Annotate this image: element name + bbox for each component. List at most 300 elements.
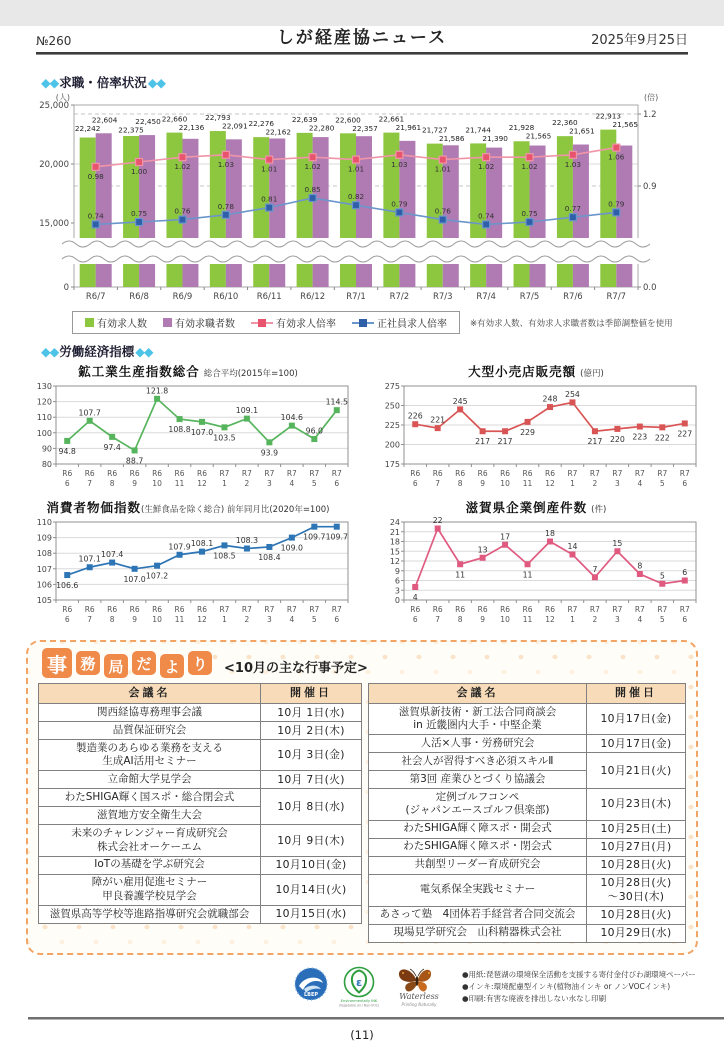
svg-text:3: 3 <box>614 479 620 488</box>
svg-text:107.7: 107.7 <box>78 408 101 418</box>
svg-text:6: 6 <box>682 568 688 577</box>
waterless-printing-butterfly-icon <box>386 965 452 1009</box>
meeting-name-cell: 共創型リーダー育成研究会 <box>368 856 586 874</box>
svg-text:18: 18 <box>389 537 400 547</box>
svg-text:(人): (人) <box>55 93 70 102</box>
svg-text:R7: R7 <box>264 469 275 478</box>
svg-text:3: 3 <box>394 586 400 596</box>
svg-text:R6/10: R6/10 <box>213 292 239 302</box>
svg-text:6: 6 <box>334 479 340 488</box>
svg-text:0.0: 0.0 <box>643 283 657 293</box>
svg-text:109.0: 109.0 <box>280 543 304 553</box>
svg-text:R6: R6 <box>432 605 443 614</box>
svg-text:229: 229 <box>520 427 535 437</box>
svg-text:11: 11 <box>522 479 533 488</box>
svg-text:6: 6 <box>64 479 70 488</box>
svg-text:80: 80 <box>41 460 52 469</box>
svg-text:R6: R6 <box>500 469 511 478</box>
svg-text:0.9: 0.9 <box>643 182 657 192</box>
event-date-cell: 10月25日(土) <box>586 820 685 838</box>
svg-text:8: 8 <box>457 479 463 488</box>
chart-cpi <box>18 498 358 632</box>
svg-text:217: 217 <box>475 437 491 447</box>
svg-text:2: 2 <box>592 615 598 624</box>
svg-text:0.81: 0.81 <box>261 194 278 204</box>
svg-text:9: 9 <box>132 479 138 488</box>
svg-text:R6: R6 <box>174 469 185 478</box>
eco-line: ●インキ:環境配慮型インキ(植物油インキ or ノンVOCインキ) <box>462 982 671 991</box>
svg-text:107.0: 107.0 <box>190 427 214 437</box>
svg-text:8: 8 <box>109 615 115 624</box>
meeting-name-cell: わたSHIGA輝く障スポ・閉会式 <box>368 838 586 856</box>
newsletter-page <box>0 26 724 1050</box>
svg-text:1.00: 1.00 <box>130 167 148 176</box>
event-date-cell: 10月27日(月) <box>586 838 685 856</box>
cpi-svg <box>20 516 356 628</box>
event-date-cell: 10月21日(火) <box>586 753 685 789</box>
jimukyoku-title-char: 局 <box>104 654 128 678</box>
svg-text:106.6: 106.6 <box>56 581 79 591</box>
page-number: (11) <box>350 1027 374 1042</box>
svg-text:110: 110 <box>36 413 52 423</box>
events-table-left <box>38 683 362 924</box>
svg-text:R6/12: R6/12 <box>300 292 326 302</box>
svg-text:R6: R6 <box>197 469 207 478</box>
svg-text:11: 11 <box>522 615 533 624</box>
industrial-production-svg <box>20 380 356 492</box>
svg-text:R7/2: R7/2 <box>389 292 410 302</box>
svg-text:R7: R7 <box>331 605 342 614</box>
svg-text:R7: R7 <box>567 469 578 478</box>
meeting-name-cell: 製造業のあらゆる業務を支える 生成AI活用セミナー <box>39 740 261 771</box>
svg-text:10: 10 <box>152 615 162 624</box>
svg-text:20,000: 20,000 <box>39 160 69 170</box>
svg-text:107: 107 <box>36 564 52 574</box>
jobs-ratio-chart-svg <box>28 93 688 307</box>
svg-text:11: 11 <box>174 479 185 488</box>
svg-text:0.79: 0.79 <box>391 199 408 209</box>
svg-text:1.03: 1.03 <box>391 159 408 169</box>
svg-text:R6/8: R6/8 <box>129 292 149 302</box>
svg-text:R7: R7 <box>219 469 230 478</box>
event-row <box>368 874 685 906</box>
diamond-icon: ◆◆ <box>41 344 59 359</box>
svg-text:R6: R6 <box>545 469 555 478</box>
legend-label: 有効求人倍率 <box>276 319 336 330</box>
svg-text:275: 275 <box>384 382 400 391</box>
svg-text:R7/5: R7/5 <box>519 292 540 302</box>
meeting-name-cell: 品質保証研究会 <box>39 722 261 740</box>
events-table-right <box>368 683 686 943</box>
svg-text:12: 12 <box>197 615 207 624</box>
svg-text:15: 15 <box>389 547 400 557</box>
svg-text:21,928: 21,928 <box>508 123 535 133</box>
legend-swatch-icon <box>163 318 172 327</box>
chart-title-text: 鉱工業生産指数総合 <box>78 364 200 379</box>
legend-label: 有効求職者数 <box>175 319 235 330</box>
svg-text:121.8: 121.8 <box>145 386 169 396</box>
jimukyoku-subtitle: <10月の主な行事予定> <box>224 661 368 676</box>
svg-text:(倍): (倍) <box>644 93 659 102</box>
meeting-name-cell: 人活×人事・労務研究会 <box>368 735 586 753</box>
svg-text:22,600: 22,600 <box>335 115 361 125</box>
svg-text:1.01: 1.01 <box>434 164 451 174</box>
retail-sales-svg <box>368 380 704 492</box>
svg-text:9: 9 <box>480 615 486 624</box>
svg-text:7: 7 <box>435 615 441 624</box>
meeting-name-cell: 滋賀県高等学校等進路指導研究会就職部会 <box>39 905 261 923</box>
event-date-cell: 10月 1日(水) <box>261 704 362 722</box>
meeting-name-cell: 立命館大学見学会 <box>39 771 261 789</box>
svg-text:107.0: 107.0 <box>123 574 146 584</box>
svg-text:24: 24 <box>389 518 400 527</box>
svg-text:22,136: 22,136 <box>178 123 205 133</box>
svg-text:8: 8 <box>457 615 463 624</box>
svg-text:130: 130 <box>36 382 52 391</box>
section-title-labor <box>40 342 724 360</box>
svg-text:1.2: 1.2 <box>643 110 657 120</box>
svg-text:R7: R7 <box>567 605 578 614</box>
event-date-cell: 10月 8日(水) <box>261 789 362 825</box>
svg-text:107.4: 107.4 <box>100 550 124 560</box>
svg-text:108.4: 108.4 <box>258 552 281 562</box>
svg-text:21,565: 21,565 <box>525 131 552 141</box>
svg-text:220: 220 <box>609 434 625 444</box>
svg-text:254: 254 <box>565 389 580 399</box>
svg-text:93.9: 93.9 <box>260 448 279 458</box>
svg-text:R7: R7 <box>634 469 645 478</box>
chart-title <box>366 498 706 516</box>
svg-text:0.79: 0.79 <box>608 199 625 209</box>
event-date-cell: 10月28日(火) <box>586 856 685 874</box>
svg-text:110: 110 <box>36 518 52 527</box>
svg-text:R7: R7 <box>657 605 668 614</box>
svg-text:R6: R6 <box>522 469 533 478</box>
svg-text:6: 6 <box>64 615 70 624</box>
svg-text:0.82: 0.82 <box>347 192 365 202</box>
meeting-name-cell: 定例ゴルフコンペ (ジャパンエースゴルフ倶楽部) <box>368 789 586 820</box>
jimukyoku-title-char: 事 <box>42 648 72 678</box>
svg-text:22,661: 22,661 <box>378 114 405 124</box>
svg-text:R7/1: R7/1 <box>346 292 366 302</box>
chart-title-text: 大型小売店販売額 <box>468 364 577 379</box>
event-row <box>368 820 685 838</box>
svg-text:12: 12 <box>545 615 555 624</box>
svg-text:1.03: 1.03 <box>564 159 582 169</box>
chart-title <box>18 498 358 516</box>
meeting-name-cell: わたSHIGA輝く障スポ・開会式 <box>368 820 586 838</box>
svg-text:R6: R6 <box>455 605 466 614</box>
bottom-rule <box>28 1017 724 1020</box>
svg-text:1.03: 1.03 <box>217 159 234 169</box>
jimukyoku-title-char: り <box>188 651 212 675</box>
svg-text:R6: R6 <box>84 605 95 614</box>
event-row <box>39 825 362 856</box>
svg-text:R7: R7 <box>241 605 252 614</box>
event-date-cell: 10月 2日(木) <box>261 722 362 740</box>
event-date-cell: 10月14日(火) <box>261 874 362 905</box>
svg-text:R7: R7 <box>241 469 252 478</box>
event-row <box>368 924 685 942</box>
svg-text:107.9: 107.9 <box>168 542 191 552</box>
event-row <box>368 789 685 820</box>
svg-text:0.78: 0.78 <box>217 201 234 211</box>
svg-text:22: 22 <box>432 516 443 525</box>
event-row <box>368 906 685 924</box>
svg-text:R6: R6 <box>129 605 140 614</box>
svg-text:R7: R7 <box>219 605 230 614</box>
jimukyoku-title-char: 務 <box>76 651 100 675</box>
svg-text:Environmentally INK: Environmentally INK <box>340 998 378 1003</box>
svg-text:227: 227 <box>677 429 693 439</box>
svg-text:R7: R7 <box>264 605 275 614</box>
eco-statement <box>462 969 718 1004</box>
chart-title-text: 消費者物価指数 <box>46 500 142 515</box>
svg-text:96.0: 96.0 <box>305 426 323 436</box>
svg-text:6: 6 <box>334 615 340 624</box>
svg-text:114.5: 114.5 <box>325 397 348 407</box>
svg-text:9: 9 <box>394 566 400 576</box>
svg-text:R6: R6 <box>84 469 95 478</box>
svg-text:1: 1 <box>222 615 227 624</box>
svg-text:109: 109 <box>36 533 52 543</box>
svg-text:R7: R7 <box>331 469 342 478</box>
svg-text:R7/7: R7/7 <box>606 292 627 302</box>
section-labor-label: 労働経済指標 <box>59 344 135 359</box>
svg-text:22,375: 22,375 <box>118 125 144 135</box>
svg-text:109.1: 109.1 <box>235 406 259 416</box>
svg-text:5: 5 <box>659 571 665 581</box>
svg-text:R6: R6 <box>455 469 466 478</box>
issue-date: 2025年9月25日 <box>591 33 688 48</box>
svg-text:R6: R6 <box>107 605 118 614</box>
chart-subtitle: 総合平均(2015年=100) <box>203 369 298 379</box>
svg-text:22,276: 22,276 <box>248 119 275 129</box>
svg-text:8: 8 <box>109 479 115 488</box>
eco-line: ●印刷:有害な廃液を排出しない水なし印刷 <box>462 993 607 1003</box>
chart-note: ※有効求人数、有効求人求職者数は季節調整値を使用 <box>470 318 673 329</box>
svg-text:245: 245 <box>452 396 468 406</box>
svg-text:4: 4 <box>637 479 643 488</box>
svg-text:0.75: 0.75 <box>130 209 148 218</box>
jobs-ratio-chart <box>28 93 696 311</box>
svg-text:21: 21 <box>389 527 400 537</box>
svg-text:21,744: 21,744 <box>465 125 491 135</box>
svg-text:100: 100 <box>36 428 52 438</box>
svg-text:7: 7 <box>592 564 598 574</box>
column-header-date: 開催日 <box>586 684 685 704</box>
svg-text:1: 1 <box>570 615 575 624</box>
svg-text:R7: R7 <box>679 605 690 614</box>
svg-text:21,586: 21,586 <box>438 134 465 144</box>
svg-text:R6/11: R6/11 <box>256 292 282 302</box>
diamond-icon: ◆◆ <box>135 344 153 359</box>
table-header-row <box>368 684 685 704</box>
svg-text:22,913: 22,913 <box>595 111 622 121</box>
event-date-cell: 10月 3日(金) <box>261 740 362 771</box>
meeting-name-cell: 社会人が習得すべき必須スキルⅡ <box>368 753 586 771</box>
eco-line: ●用紙:琵琶湖の環境保全活動を支援する寄付金付びわ湖環境ペーパー <box>462 970 696 980</box>
chart-subtitle: (生鮮食品を除く総合) 前年同月比(2020年=100) <box>141 505 330 515</box>
svg-text:3: 3 <box>266 615 272 624</box>
meeting-name-cell: あさって塾 4団体若手経営者合同交流会 <box>368 906 586 924</box>
svg-text:4: 4 <box>289 479 295 488</box>
legend-item <box>85 315 147 330</box>
jimukyoku-title-char: だ <box>132 651 156 675</box>
svg-text:109.7: 109.7 <box>325 532 348 542</box>
svg-text:LBEP: LBEP <box>303 991 319 998</box>
event-row <box>39 740 362 771</box>
svg-text:11: 11 <box>174 615 185 624</box>
svg-text:120: 120 <box>36 397 52 407</box>
chart-industrial-production <box>18 362 358 496</box>
svg-text:8: 8 <box>637 561 643 571</box>
svg-text:11: 11 <box>522 570 533 580</box>
svg-text:5: 5 <box>659 479 665 488</box>
svg-text:Waterless: Waterless <box>399 991 439 1001</box>
svg-text:175: 175 <box>384 460 400 469</box>
svg-text:5: 5 <box>659 615 665 624</box>
chart-title <box>18 362 358 380</box>
svg-text:R6: R6 <box>477 605 488 614</box>
column-header-date: 開催日 <box>261 684 362 704</box>
svg-text:108.5: 108.5 <box>213 551 236 561</box>
svg-text:22,660: 22,660 <box>161 114 188 124</box>
svg-text:R6: R6 <box>545 605 555 614</box>
svg-text:R7: R7 <box>589 469 600 478</box>
svg-text:ε: ε <box>355 975 363 989</box>
lbep-logo-icon <box>290 965 332 1009</box>
svg-text:R6: R6 <box>152 605 163 614</box>
svg-text:R7: R7 <box>309 605 320 614</box>
chart-bankruptcies <box>366 498 706 632</box>
column-header-meeting: 会議名 <box>368 684 586 704</box>
svg-text:R7/3: R7/3 <box>432 292 453 302</box>
event-date-cell: 10月28日(火) ～30日(木) <box>586 874 685 906</box>
event-row <box>368 856 685 874</box>
table-header-row <box>39 684 362 704</box>
legend-label: 有効求人数 <box>97 319 147 330</box>
meeting-name-cell: 障がい雇用促進セミナー 甲良養護学校見学会 <box>39 874 261 905</box>
svg-text:1.06: 1.06 <box>608 152 625 162</box>
meeting-name-cell: 滋賀地方安全衛生大会 <box>39 807 261 825</box>
svg-text:94.8: 94.8 <box>58 446 76 456</box>
svg-text:2: 2 <box>592 479 598 488</box>
meeting-name-cell: 滋賀県新技術・新工法合同商談会 in 近畿圏内大手・中堅企業 <box>368 704 586 735</box>
event-row <box>39 874 362 905</box>
legend-item <box>352 315 447 330</box>
svg-text:107.2: 107.2 <box>145 571 169 581</box>
svg-text:217: 217 <box>587 437 603 447</box>
svg-text:15,000: 15,000 <box>39 219 69 229</box>
chart-subtitle: (億円) <box>580 369 604 379</box>
svg-text:6: 6 <box>412 615 418 624</box>
legend-label: 正社員求人倍率 <box>377 319 447 330</box>
svg-text:105: 105 <box>36 596 52 605</box>
svg-text:R6: R6 <box>410 605 421 614</box>
svg-text:10: 10 <box>500 615 510 624</box>
svg-text:R7: R7 <box>309 469 320 478</box>
svg-text:3: 3 <box>266 479 272 488</box>
svg-text:R6: R6 <box>410 469 421 478</box>
svg-text:R7: R7 <box>286 605 297 614</box>
legend-line-swatch-icon <box>352 318 374 327</box>
svg-text:1.01: 1.01 <box>347 164 365 174</box>
svg-text:R6: R6 <box>129 469 140 478</box>
svg-text:R6: R6 <box>62 605 73 614</box>
svg-text:R7: R7 <box>679 469 690 478</box>
svg-text:0.74: 0.74 <box>87 211 104 221</box>
svg-text:250: 250 <box>384 401 400 411</box>
svg-text:22,604: 22,604 <box>91 115 118 125</box>
svg-text:R7: R7 <box>657 469 668 478</box>
event-row <box>39 704 362 722</box>
event-row <box>39 771 362 789</box>
svg-text:108.8: 108.8 <box>168 425 191 435</box>
svg-text:226: 226 <box>407 411 423 421</box>
svg-text:88.7: 88.7 <box>125 456 144 466</box>
event-row <box>368 735 685 753</box>
svg-text:(Vegetable oil / Non-VOC): (Vegetable oil / Non-VOC) <box>338 1003 380 1008</box>
svg-text:97.4: 97.4 <box>103 442 121 452</box>
svg-text:1.02: 1.02 <box>521 162 538 172</box>
svg-text:108.1: 108.1 <box>190 539 214 549</box>
svg-text:R6: R6 <box>522 605 533 614</box>
svg-text:0: 0 <box>394 596 400 605</box>
event-date-cell: 10月10日(金) <box>261 856 362 874</box>
svg-text:1.02: 1.02 <box>174 162 191 172</box>
svg-text:21,651: 21,651 <box>569 126 595 136</box>
svg-text:R6: R6 <box>174 605 185 614</box>
svg-text:22,450: 22,450 <box>135 117 161 127</box>
jimukyoku-title-char: よ <box>160 654 184 678</box>
svg-text:0.74: 0.74 <box>478 211 495 221</box>
svg-text:4: 4 <box>412 593 418 602</box>
svg-text:R6: R6 <box>197 605 207 614</box>
svg-text:222: 222 <box>654 433 670 443</box>
legend-item <box>251 315 336 330</box>
svg-text:1.02: 1.02 <box>478 162 495 172</box>
svg-text:5: 5 <box>311 479 317 488</box>
event-row <box>39 789 362 807</box>
svg-text:17: 17 <box>500 532 511 542</box>
column-header-meeting: 会議名 <box>39 684 261 704</box>
svg-text:0.75: 0.75 <box>521 209 538 218</box>
svg-text:109.7: 109.7 <box>303 532 326 542</box>
svg-text:7: 7 <box>87 479 93 488</box>
diamond-icon: ◆◆ <box>147 75 165 90</box>
svg-text:6: 6 <box>682 479 688 488</box>
svg-text:21,727: 21,727 <box>421 125 448 135</box>
svg-text:9: 9 <box>132 615 138 624</box>
svg-text:90: 90 <box>41 444 52 454</box>
svg-text:R6: R6 <box>152 469 163 478</box>
svg-text:18: 18 <box>545 529 555 538</box>
svg-text:R7: R7 <box>286 469 297 478</box>
svg-text:223: 223 <box>632 432 648 442</box>
svg-text:22,357: 22,357 <box>352 123 378 133</box>
svg-text:4: 4 <box>637 615 643 624</box>
event-date-cell: 10月29日(水) <box>586 924 685 942</box>
event-date-cell: 10月 9日(木) <box>261 825 362 856</box>
chart-retail-sales <box>366 362 706 496</box>
svg-text:R6: R6 <box>500 605 511 614</box>
svg-text:R7: R7 <box>612 605 623 614</box>
svg-text:221: 221 <box>430 415 446 425</box>
event-row <box>368 838 685 856</box>
svg-text:Printing Naturally: Printing Naturally <box>401 1001 437 1007</box>
meeting-name-cell: 関西経協専務理事会議 <box>39 704 261 722</box>
